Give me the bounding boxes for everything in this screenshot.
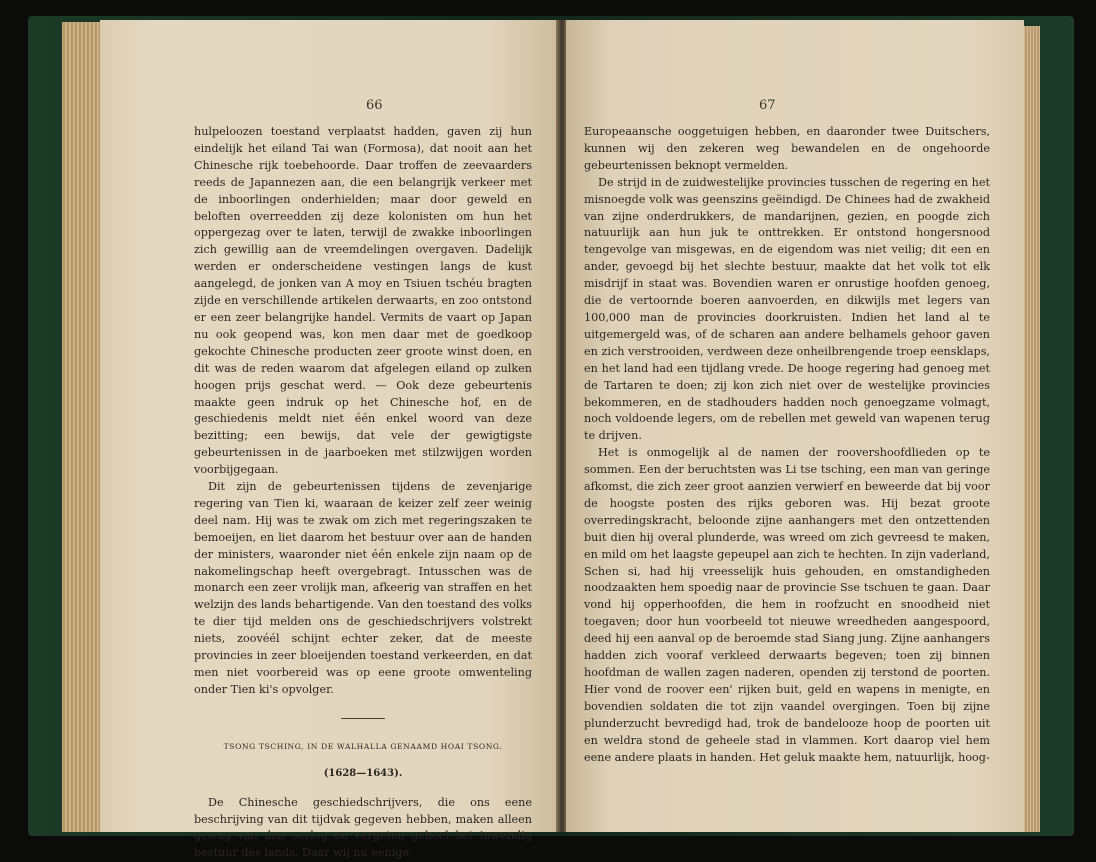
left-paragraph-3: De Chinesche geschiedschrijvers, die ons eene beschrijving van dit tijdvak gegeven hebben, maken alleen gewag van den oorlog en vergeten geheel het inwendig bestuur des lands. Daar wij nu eenige xyxy=(194,795,532,860)
left-paragraph-1: hulpeloozen toestand verplaatst hadden, gaven zij hun eindelijk het eiland Tai wan (Formosa), dat nooit aan het Chinesche rijk toebehoorde. Daar troffen de zeevaarders reeds de Japannezen aan, die een belangrijk verkeer met de inboorlingen onderhielden; maar door geweld en beloften overreedden zij deze kolonisten om hun het oppergezag over te laten, terwijl de zwakke inboorlingen zich gewillig aan de vreemdelingen overgaven. Dadelijk werden er onderscheidene vestingen langs de kust aangelegd, de jonken van A moy en Tsiuen tschéu bragten zijde en verschillende artikelen derwaarts, en zoo ontstond er een zeer belangrijke handel. Vermits de vaart op Japan nu ook geopend was, kon men daar met de goedkoop gekochte Chinesche producten zeer groote winst doen, en dit was de reden waarom dat afgelegen eiland op zulken hoogen prijs geschat werd. — Ook deze gebeurtenis maakte geen indruk op het Chinesche hof, en de geschiedenis meldt niet één enkel woord van deze bezitting; een bewijs, dat vele der gewigtigste gebeurtenissen in de jaarboeken met stilzwijgen worden voorbijgegaan. xyxy=(194,125,532,477)
left-paragraph-2: Dit zijn de gebeurtenissen tijdens de zevenjarige regering van Tien ki, waaraan de keizer zelf zeer weinig deel nam. Hij was te zwak om zich met regeringszaken te bemoeijen, en liet daarom het bestuur over aan de handen der ministers, waaronder niet één enkele zijn naam op de nakomelingschap heeft overgebragt. Intusschen was de monarch een zeer vrolijk man, afkeerig van straffen en het welzijn des lands behartigende. Van den toestand des volks te dier tijd melden ons de geschiedschrijvers volstrekt niets, zoovéél schijnt echter zeker, dat de meeste provincies in zeer bloeijenden toestand verkeerden, en dat men niet voorbereid was op eene groote omwenteling onder Tien ki's opvolger. xyxy=(194,480,532,696)
right-page-text xyxy=(584,124,990,766)
right-paragraph-1: Europeaansche ooggetuigen hebben, en daaronder twee Duitschers, kunnen wij den zekeren weg bewandelen en de ongehoorde gebeurtenissen beknopt vermelden. xyxy=(584,125,990,172)
right-paragraph-3: Het is onmogelijk al de namen der roovershoofdlieden op te sommen. Een der beruchtsten was Li tse tsching, een man van geringe afkomst, die zich zeer groot aanzien verwierf en beweerde dat bij voor de hoogste posten des rijks geboren was. Hij bezat groote overredingskracht, beloonde zijne aanhangers met den ontzettenden buit dien hij overal plunderde, was wreed om zich gevreesd te maken, en mild om het laagste gepeupel aan zich te hechten. In zijn vaderland, Schen si, had hij vreesselijk huis gehouden, en omstandigheden noodzaakten hem spoedig naar de provincie Sse tschuen te gaan. Daar vond hij opperhoofden, die hem in roofzucht en snoodheid niet toegaven; door hun voorbeeld tot nieuwe wreedheden aangespoord, deed hij een aanval op de beroemde stad Siang jung. Zijne aanhangers hadden zich vooraf verkleed derwaarts begeven; toen zij binnen hoofdman de wallen zagen naderen, openden zij terstond de poorten. Hier vond de roover een' rijken buit, geld en wapens in menigte, en bovendien soldaten die tot zijn vaandel overgingen. Toen bij zijne plunderzucht bevredigd had, trok de bandelooze hoop de poorten uit en weldra stond de geheele stad in vlammen. Kort daarop viel hem eene andere plaats in handen. Het geluk maakte hem, natuurlijk, hoog- xyxy=(584,446,991,764)
left-page xyxy=(100,20,558,860)
section-divider xyxy=(341,718,385,719)
page-number-right: 67 xyxy=(759,98,776,113)
section-years: (1628—1643). xyxy=(323,767,403,779)
page-number-left: 66 xyxy=(366,98,383,113)
right-paragraph-2: De strijd in de zuidwestelijke provincies tusschen de regering en het misnoegde volk was geenszins geëindigd. De Chinees had de zwakheid van zijne onderdrukkers, de mandarijnen, gezien, en poogde zich natuurlijk aan hun juk te onttrekken. Er ontstond hongersnood tengevolge van misgewas, en de eigendom was niet veilig; dit een en ander, gevoegd bij het slechte bestuur, maakte dat het volk tot elk misdrijf in staat was. Bovendien waren er onrustige hoofden genoeg, die de vertoornde boeren aanvoerden, en dikwijls met legers van 100,000 man de provincies doorkruisten. Indien het land al te uitgemergeld was, of de scharen aan andere belhamels gehoor gaven en zich verstrooiden, verdween deze onheilbrengende troep eensklaps, en het land had een tijdlang vrede. De hooge regering had genoeg met de Tartaren te doen; zij kon zich niet over de westelijke provincies bekommeren, en de stadhouders hadden noch genoegzame volmagt, noch voldoende legers, om de rebellen met geweld van wapenen terug te drijven. xyxy=(584,175,990,443)
page-edges-left xyxy=(62,22,104,832)
section-title: TSONG TSCHING, IN DE WALHALLA GENAAMD HOAI TSONG. xyxy=(223,741,503,751)
right-page xyxy=(566,20,1024,832)
left-page-text xyxy=(194,124,532,862)
